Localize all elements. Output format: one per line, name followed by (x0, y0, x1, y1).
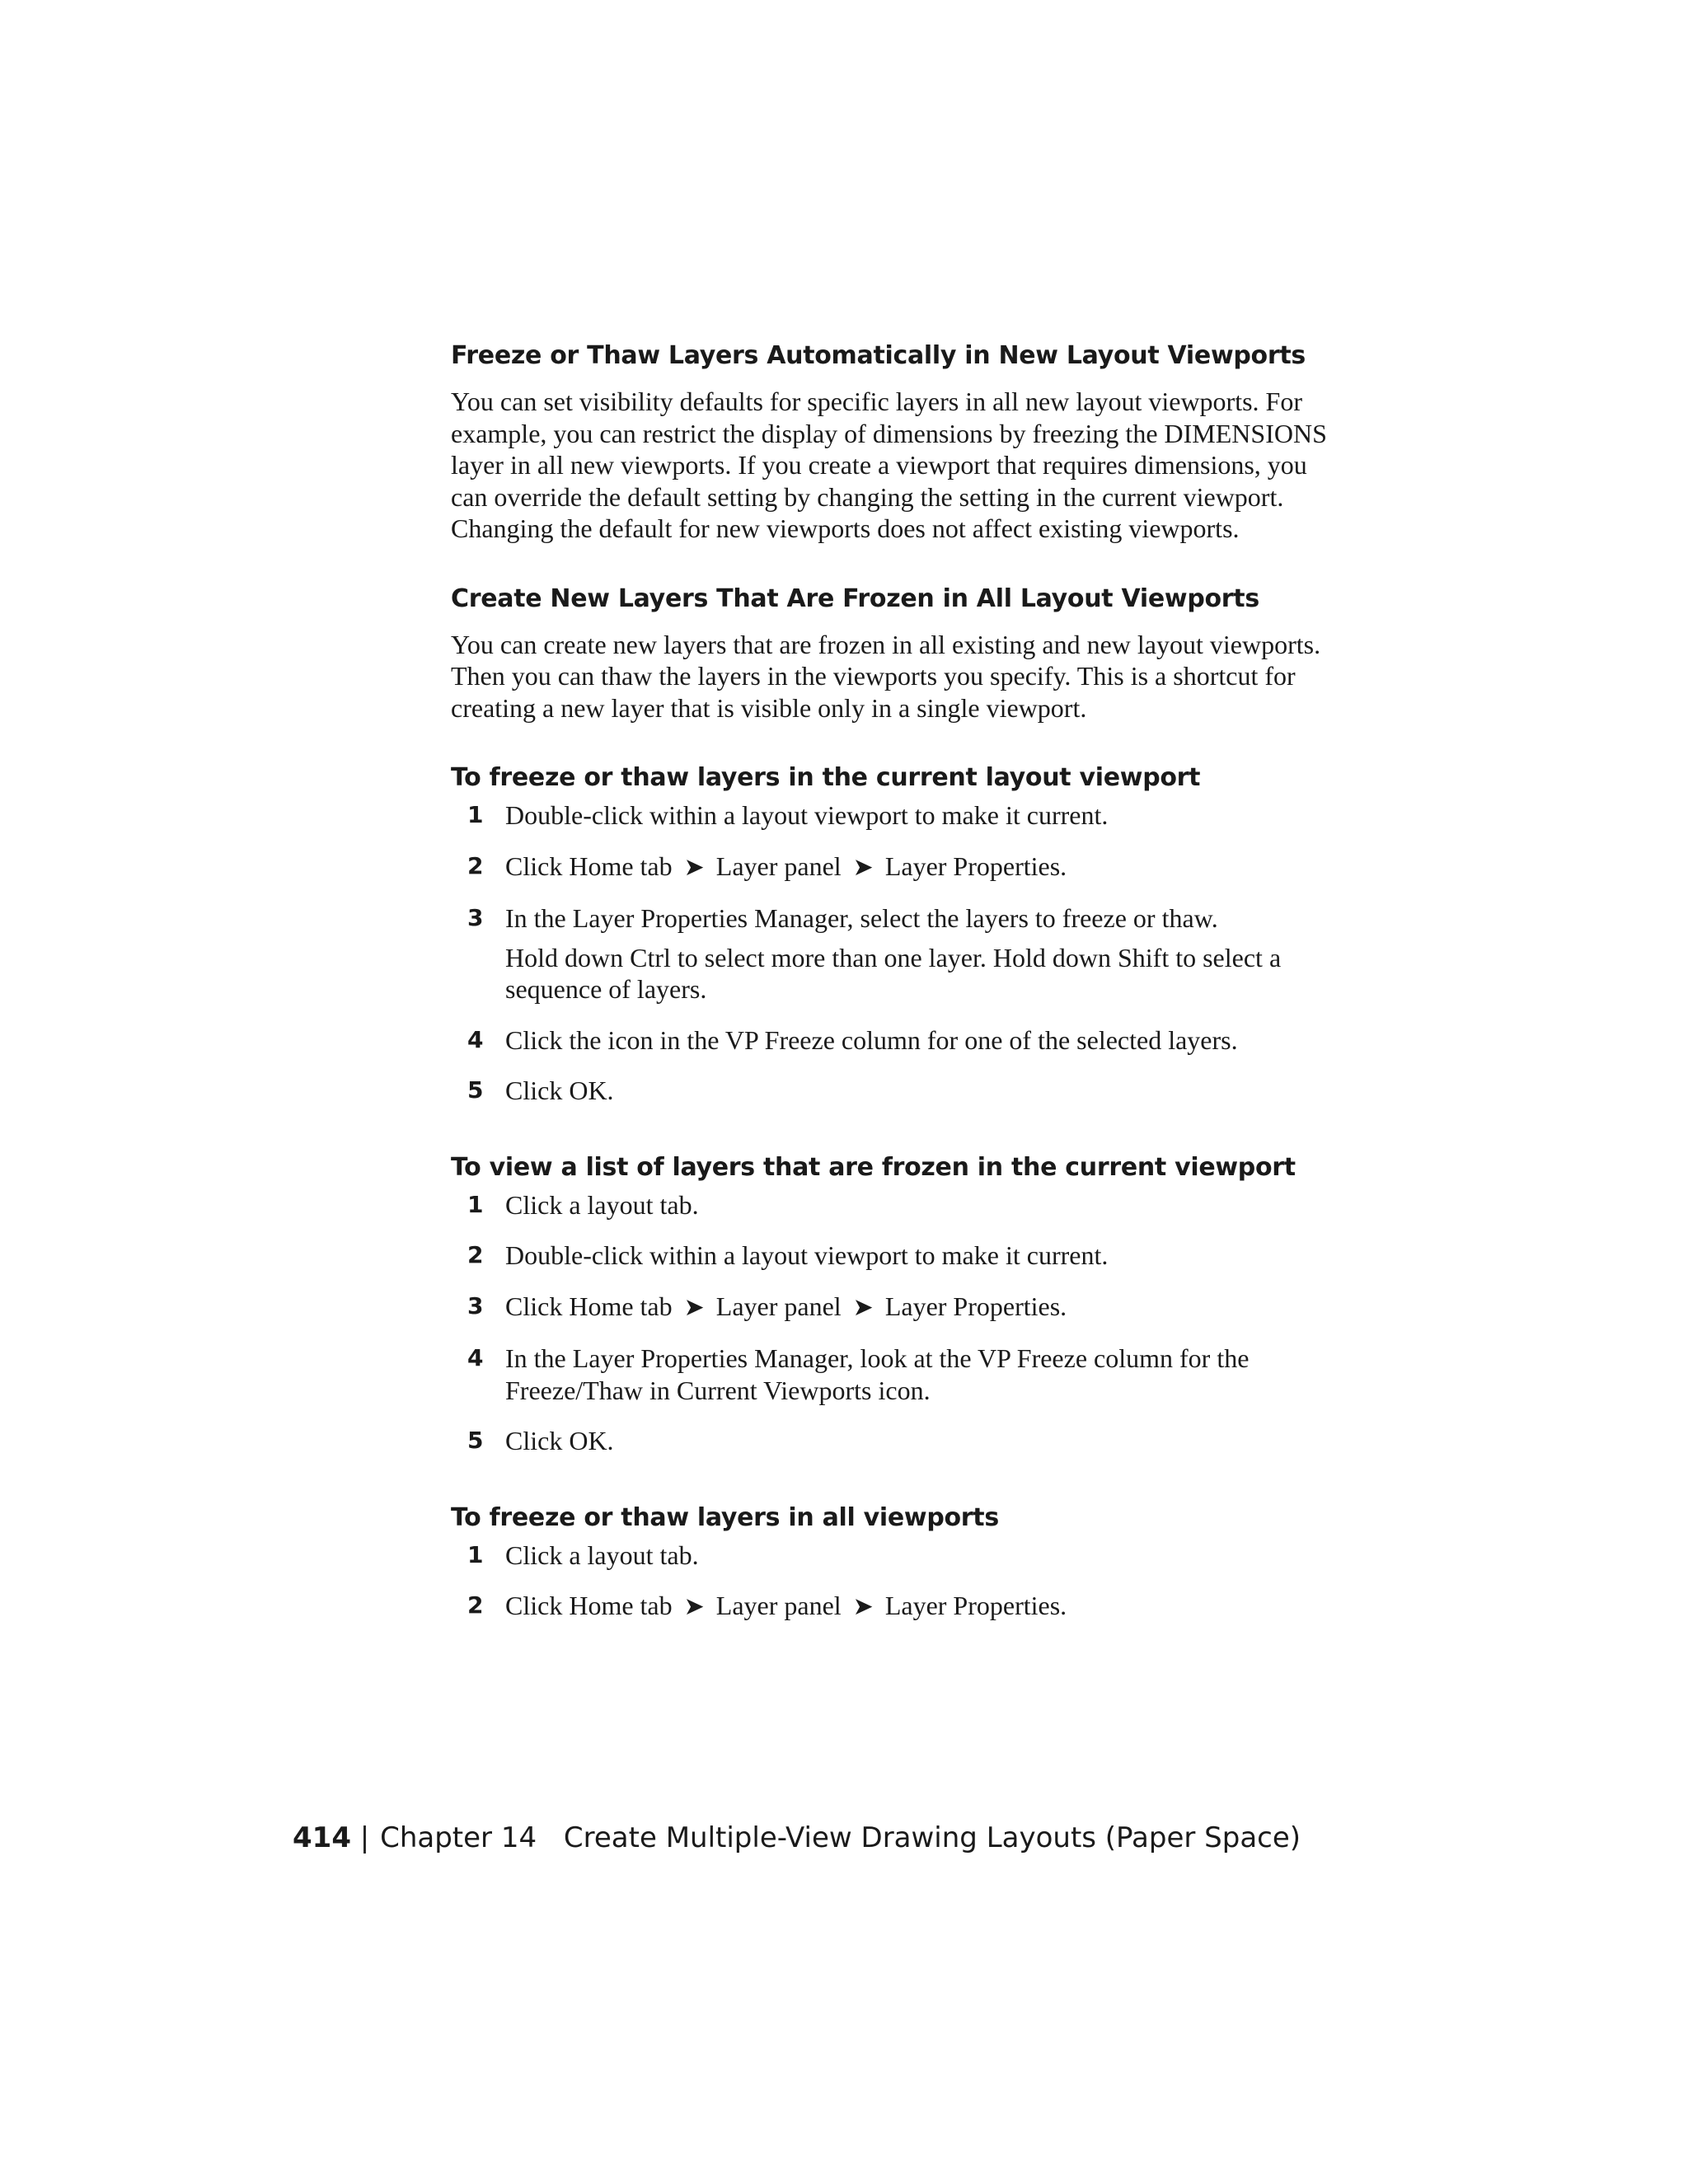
page-content (451, 338, 1341, 1666)
nav-layer-panel: Layer panel (715, 1591, 842, 1620)
arrow-right-icon: ➤ (852, 1292, 874, 1322)
step-number: 2 (467, 851, 484, 879)
step-text: Click the icon in the VP Freeze column for one of the selected layers. (505, 1024, 1238, 1055)
step-number: 4 (467, 1025, 484, 1053)
step-number: 1 (467, 1540, 484, 1568)
section-paragraph: You can set visibility defaults for specific layers in all new layout viewports. For example, you can restrict the display of dimensions by freezing the DIMENSIONS layer in all new viewports. If you create a viewport that requires dimensions, you can override the default setting by changing the setting in the current viewport. Changing the default for new viewports does not affect existing viewports. (451, 387, 1327, 543)
procedure-step (451, 1425, 1341, 1457)
nav-layer-properties: Layer Properties. (884, 1591, 1067, 1620)
nav-home-tab: Click Home tab (505, 1291, 673, 1321)
step-text: Double-click within a layout viewport to make it current. (505, 1240, 1109, 1270)
procedure-heading: To freeze or thaw layers in all viewports (451, 1502, 999, 1532)
step-number: 5 (467, 1427, 484, 1454)
arrow-right-icon: ➤ (683, 1292, 705, 1322)
footer-separator: | (359, 1821, 370, 1854)
step-number: 4 (467, 1344, 484, 1371)
section-heading: Freeze or Thaw Layers Automatically in New Layout Viewports (451, 341, 1306, 370)
nav-home-tab: Click Home tab (505, 1591, 673, 1620)
step-text: Click OK. (505, 1076, 614, 1105)
step-number: 2 (467, 1241, 484, 1268)
procedure-step (451, 1075, 1341, 1107)
procedure-heading: To freeze or thaw layers in the current layout viewport (451, 763, 1201, 792)
nav-layer-properties: Layer Properties. (884, 1291, 1067, 1321)
procedure-step (451, 1024, 1341, 1057)
procedure-step (451, 1189, 1341, 1221)
procedure-step (451, 1540, 1341, 1572)
arrow-right-icon: ➤ (852, 1592, 874, 1621)
section-heading: Create New Layers That Are Frozen in All Layout Viewports (451, 583, 1259, 613)
step-note: Hold down Ctrl to select more than one layer. Hold down Shift to select a sequence of layers. (505, 942, 1282, 1004)
nav-home-tab: Click Home tab (505, 851, 673, 881)
procedure-heading: To view a list of layers that are frozen in the current viewport (451, 1152, 1296, 1182)
chapter-label: Chapter 14 (380, 1821, 537, 1854)
step-text: Double-click within a layout viewport to make it current. (505, 800, 1109, 830)
procedure-steps (451, 799, 1341, 1107)
arrow-right-icon: ➤ (683, 1592, 705, 1621)
nav-layer-panel: Layer panel (715, 851, 842, 881)
step-text: In the Layer Properties Manager, look at the VP Freeze column for the Freeze/Thaw in Current Viewports icon. (505, 1343, 1250, 1405)
procedure-step (451, 851, 1341, 884)
page-number: 414 (293, 1821, 351, 1854)
section-paragraph: You can create new layers that are frozen in all existing and new layout viewports. Then you can thaw the layers in the viewports you specify. This is a shortcut for creating a new layer that is visible only in a single viewport. (451, 629, 1321, 723)
chapter-title: Create Multiple-View Drawing Layouts (Paper Space) (563, 1821, 1301, 1854)
arrow-right-icon: ➤ (683, 852, 705, 882)
arrow-right-icon: ➤ (852, 852, 874, 882)
step-number: 3 (467, 1291, 484, 1319)
page-footer (293, 1820, 1301, 1856)
procedure-step (451, 799, 1341, 832)
procedure-step (451, 1343, 1341, 1406)
procedure-step (451, 1291, 1341, 1324)
procedure-step (451, 1240, 1341, 1272)
nav-layer-panel: Layer panel (715, 1291, 842, 1321)
step-number: 5 (467, 1076, 484, 1104)
nav-layer-properties: Layer Properties. (884, 851, 1067, 881)
procedure-steps (451, 1540, 1341, 1624)
step-text: Click OK. (505, 1426, 614, 1455)
step-text: In the Layer Properties Manager, select the layers to freeze or thaw. (505, 903, 1218, 933)
step-number: 2 (467, 1591, 484, 1619)
procedure-steps (451, 1189, 1341, 1457)
procedure-step (451, 1590, 1341, 1624)
step-text: Click a layout tab. (505, 1540, 699, 1570)
step-number: 1 (467, 1190, 484, 1218)
step-number: 1 (467, 801, 484, 828)
step-text: Click a layout tab. (505, 1189, 699, 1220)
procedure-step (451, 902, 1341, 1005)
step-number: 3 (467, 904, 484, 931)
